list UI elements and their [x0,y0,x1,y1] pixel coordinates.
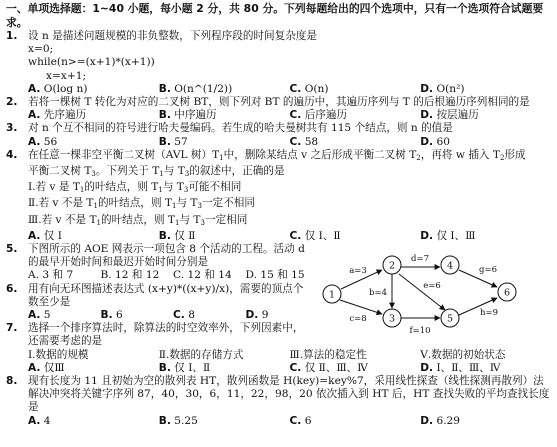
option-b[interactable]: B. 12 和 12 [100,269,160,282]
node-label: 4 [446,260,454,272]
option-a[interactable]: A. 3 和 7 [28,269,74,282]
options [6,109,551,122]
code-line: x=x+1; [46,69,87,82]
edge-label: g=6 [479,265,497,275]
question-text: 下图所示的 AOE 网表示一项包含 8 个活动的工程。活动 d [28,243,305,256]
option-d[interactable]: D. 6.29 [420,414,461,427]
option-c[interactable]: C. 仅 Ⅰ、Ⅱ [289,229,341,242]
option-a[interactable]: A. 5 [28,309,51,322]
aoe-network-diagram [318,248,552,344]
question-text: 设 n 是描述问题规模的非负整数，下列程序段的时间复杂度是 [28,30,317,42]
question-number: 1. [6,30,18,42]
node-label: 3 [388,313,396,325]
option-c[interactable]: C. 后序遍历 [289,109,348,122]
question-number: 4. [6,148,18,161]
statement-list [6,349,551,362]
option-d[interactable]: D. 60 [420,135,450,148]
question-text: 是 [28,401,39,414]
code-line: x=0; [28,43,54,56]
options [6,415,551,428]
option-c[interactable]: C. 58 [289,135,319,148]
option-a[interactable]: A. 56 [28,135,58,148]
question-text: 数至少是 [28,295,71,308]
node-label: 5 [446,313,454,325]
option-d[interactable]: D. 仅 Ⅰ、Ⅲ [420,229,476,242]
option-c[interactable]: C. 仅 Ⅱ、Ⅲ、Ⅳ [289,361,368,374]
option-b[interactable]: B. O(n^(1/2)) [158,82,233,95]
question-text: 若将一棵树 T 转化为对应的二叉树 BT，则下列对 BT 的遍历中，其遍历序列与 T 的后根遍历序列相同的是 [28,96,530,109]
statement: Ⅱ.数据的存储方式 [158,348,244,361]
node-label: 1 [328,289,336,301]
options [6,230,551,243]
code-line: while(n>=(x+1)*(x+1)) [28,56,155,69]
section-title: 一、单项选择题：1~40 小题，每小题 2 分，共 80 分。下列每题给出的四个选项中，只有一个选项符合试题要求。 [6,2,544,29]
question-text: 解决冲突将关键字序列 87，40，30，6，11，22，98，20 依次插入到 HT 后，HT 查找失败的平均查找长度 [28,388,550,401]
question-7 [6,322,318,335]
question-number: 6. [6,282,18,295]
question-text: 在任意一棵非空平衡二叉树（AVL 树）$T_1$中，删除某结点 v 之后形成平衡二叉树 $T_2$，再将 w 插入 $T_2$形成 [28,148,526,162]
question-text: 对 n 个互不相同的符号进行哈夫曼编码。若生成的哈夫曼树共有 115 个结点，则 n 的值是 [28,122,453,135]
question-number: 5. [6,243,18,256]
edge-label: h=9 [479,308,499,318]
question-text: 用有向无环图描述表达式 (x+y)*((x+y)/x)，需要的顶点个 [28,282,304,295]
node-label: 2 [388,260,396,272]
question-6 [6,283,318,296]
edge-label: a=3 [349,266,367,276]
question-3 [6,122,551,135]
options [6,309,318,322]
option-d[interactable]: D. 9 [245,309,269,322]
option-b[interactable]: B. 6 [100,309,123,322]
edge-label: e=6 [423,281,441,291]
statement: Ⅲ.算法的稳定性 [289,348,367,361]
question-number: 2. [6,96,18,109]
question-text: 平衡二叉树 $T_3$。下列关于 $T_1$与 $T_3$的叙述中，正确的是 [28,165,285,179]
statement: Ⅰ.数据的规模 [28,348,89,361]
statement: Ⅴ.数据的初始状态 [420,348,506,361]
question-5 [6,243,318,256]
edge-label: d=7 [411,254,429,264]
option-a[interactable]: A. 先序遍历 [28,109,87,122]
option-b[interactable]: B. 仅 Ⅰ、Ⅱ [158,361,211,374]
options [6,136,551,149]
statement-2: Ⅱ.若 v 不是 $T_1$的叶结点，则 $T_1$与 $T_3$一定不相同 [28,197,255,211]
option-c[interactable]: C. 6 [289,414,312,427]
option-c[interactable]: C. O(n) [289,82,329,95]
question-text: 现有长度为 11 且初始为空的散列表 HT，散列函数是 H(key)=key%7，采用线性探查（线性探测再散列）法 [28,375,544,388]
question-number: 7. [6,322,18,335]
options [6,362,551,375]
option-d[interactable]: D. O(n²) [420,82,465,95]
edge-label: b=4 [369,288,387,298]
option-d[interactable]: D. 按层遍历 [420,109,479,122]
edge-e [399,274,445,310]
option-c[interactable]: C. 8 [173,309,195,322]
question-4 [6,149,551,165]
question-text: 的最早开始时间和最迟开始时间分别是 [28,256,209,269]
option-b[interactable]: B. 中序遍历 [158,109,217,122]
option-d[interactable]: D. 15 和 15 [245,269,305,282]
option-b[interactable]: B. 5.25 [158,414,198,427]
statement-3: Ⅲ.若 v 不是 $T_1$的叶结点，则 $T_1$与 $T_3$一定相同 [28,213,248,227]
edge-label: c=8 [349,314,367,324]
option-a[interactable]: A. O(log n) [28,82,88,95]
option-b[interactable]: B. 仅 Ⅱ [158,229,196,242]
question-text: 选择一个排序算法时，除算法的时空效率外，下列因素中， [28,322,304,335]
question-text: 还需要考虑的是 [28,335,103,348]
option-b[interactable]: B. 57 [158,135,188,148]
option-a[interactable]: A. 仅Ⅲ [28,361,65,374]
options [6,83,551,96]
node-label: 6 [503,287,511,299]
question-number: 8. [6,375,18,388]
statement-1: Ⅰ.若 v 是 $T_1$的叶结点，则 $T_1$与 $T_3$可能不相同 [28,181,242,195]
question-8 [6,375,551,388]
question-number: 3. [6,122,18,135]
option-c[interactable]: C. 12 和 14 [173,269,232,282]
option-a[interactable]: A. 仅 Ⅰ [28,229,62,242]
edge-label: f=10 [409,326,431,336]
question-2 [6,96,551,109]
option-d[interactable]: D. Ⅰ、Ⅱ、Ⅲ、Ⅳ [420,361,501,374]
question-1 [6,30,551,43]
edge-c [340,300,382,314]
option-a[interactable]: A. 4 [28,414,51,427]
options [6,269,318,282]
